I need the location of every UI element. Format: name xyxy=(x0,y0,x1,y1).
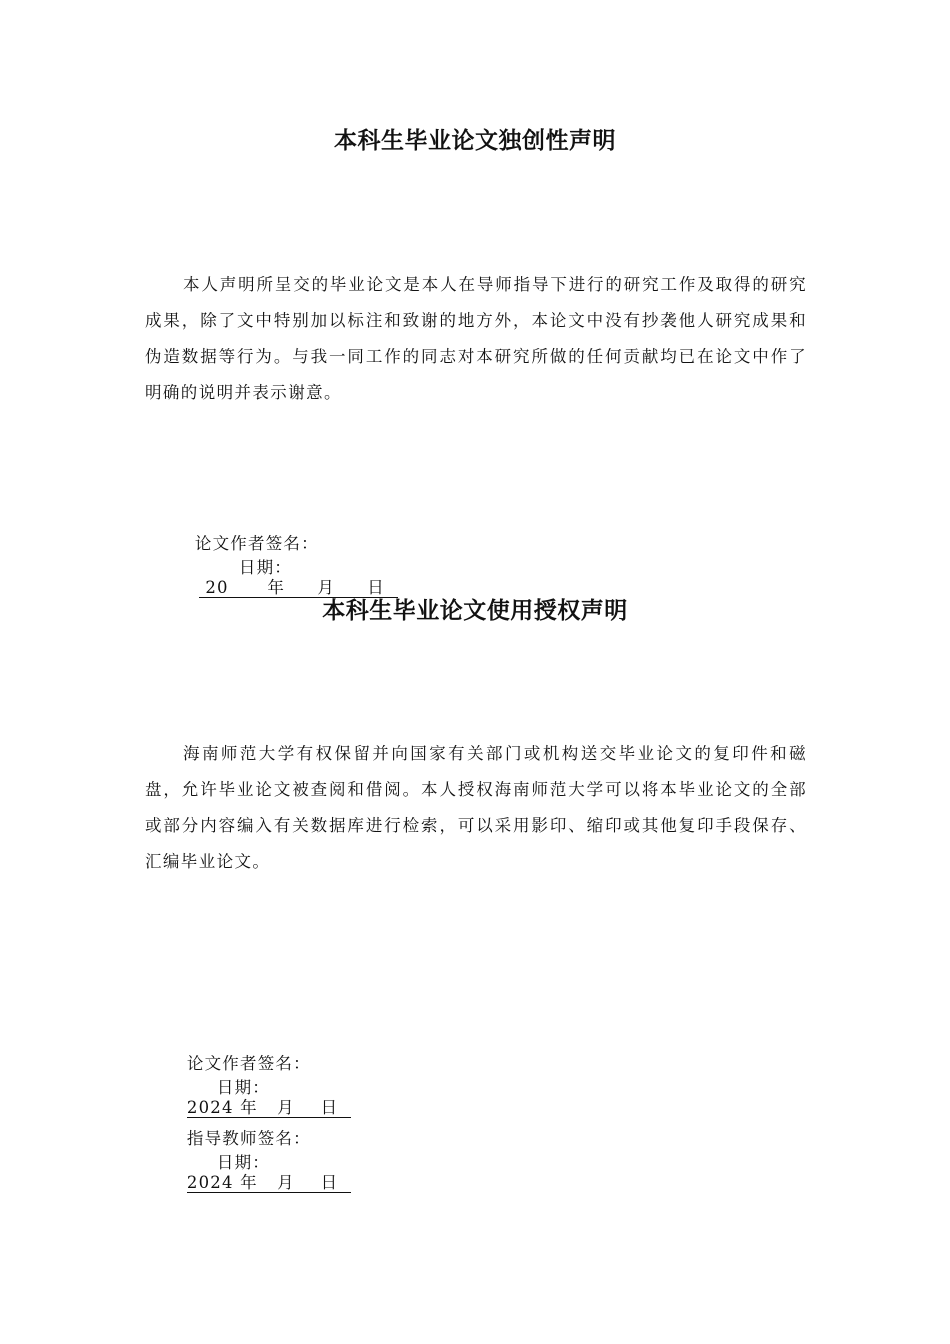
originality-declaration-title: 本科生毕业论文独创性声明 xyxy=(334,128,616,154)
date-label: 日期： xyxy=(238,558,292,577)
advisor-signature-label: 指导教师签名： xyxy=(186,1129,311,1148)
author-signature-row xyxy=(174,1031,351,1118)
author-date-field[interactable]: 2024 年 月 日 xyxy=(186,1098,352,1117)
author-date-label: 日期： xyxy=(216,1078,270,1097)
date-field[interactable]: 20 年 月 日 xyxy=(198,578,398,597)
author-signature-label: 论文作者签名： xyxy=(186,1054,311,1073)
advisor-date-field[interactable]: 2024 年 月 日 xyxy=(186,1173,352,1192)
originality-signature-row xyxy=(182,511,398,598)
authorization-declaration-title: 本科生毕业论文使用授权声明 xyxy=(322,598,628,624)
authorization-declaration-body: 海南师范大学有权保留并向国家有关部门或机构送交毕业论文的复印件和磁盘，允许毕业论文被查阅和借阅。本人授权海南师范大学可以将本毕业论文的全部或部分内容编入有关数据库进行检索，可以采用影印、缩印或其他复印手段保存、汇编毕业论文。 xyxy=(145,744,807,871)
advisor-signature-row xyxy=(174,1106,351,1193)
originality-declaration-body: 本人声明所呈交的毕业论文是本人在导师指导下进行的研究工作及取得的研究成果，除了文中特别加以标注和致谢的地方外，本论文中没有抄袭他人研究成果和伪造数据等行为。与我一同工作的同志对本研究所做的任何贡献均已在论文中作了明确的说明并表示谢意。 xyxy=(145,275,807,402)
author-signature-label: 论文作者签名： xyxy=(194,534,319,553)
advisor-date-label: 日期： xyxy=(216,1153,270,1172)
